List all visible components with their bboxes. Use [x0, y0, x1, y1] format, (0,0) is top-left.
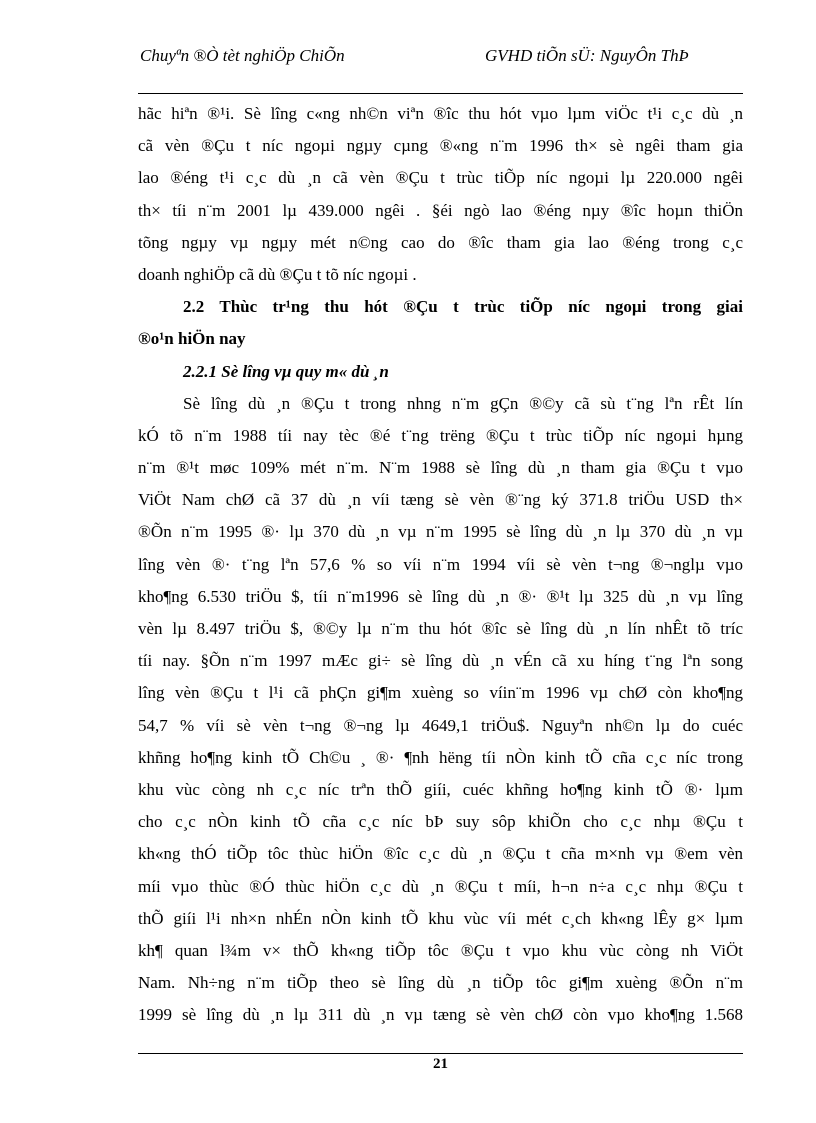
heading-line: 2.2 Thùc tr¹ng thu hót ®Çu t trùc tiÕp níc ngoµi trong giai	[183, 297, 743, 317]
section-heading	[138, 291, 743, 355]
text-line: 54,7 % víi sè vèn t¬ng ®¬ng lµ 4649,1 triÖu$. Nguyªn nh©n lµ do cuéc	[138, 715, 743, 735]
header-supervisor: GVHD tiÕn sÜ: NguyÔn ThÞ	[485, 46, 689, 65]
text-line: 1999 sè lîng dù ¸n lµ 311 dù ¸n vµ tæng sè vèn chØ còn vµo kho¶ng 1.568	[138, 1005, 743, 1025]
subsection-heading: 2.2.1 Sè lîng vµ quy m« dù ¸n	[183, 361, 389, 381]
document-body	[138, 98, 743, 1031]
text-line: thÕ giíi l¹i nh×n nhÉn nÒn kinh tÕ khu vùc víi mét c¸ch kh«ng lÊy g× lµm	[138, 908, 743, 928]
page-number: 21	[433, 1056, 448, 1072]
text-line: ®Õn n¨m 1995 ®· lµ 370 dù ¸n vµ n¨m 1995 sè lîng dù ¸n lµ 370 dù ¸n vµ	[138, 522, 743, 542]
header-divider	[138, 93, 743, 94]
text-line: kÓ tõ n¨m 1988 tíi nay tèc ®é t¨ng trëng ®Çu t trùc tiÕp níc ngoµi hµng	[138, 425, 743, 445]
text-line: lao ®éng t¹i c¸c dù ¸n cã vèn ®Çu t trùc tiÕp níc ngoµi lµ 220.000 ngêi	[138, 168, 743, 188]
text-line: kho¶ng 6.530 triÖu $, tíi n¨m1996 sè lîng dù ¸n ®· ®¹t lµ 325 dù ¸n vµ lîng	[138, 586, 743, 606]
footer-divider	[138, 1053, 743, 1054]
text-line: Sè lîng dù ¸n ®Çu t trong nhng n¨m gÇn ®©y cã sù t¨ng lªn rÊt lín	[183, 393, 743, 413]
paragraph-continuation	[138, 98, 743, 291]
text-line: ViÖt Nam chØ cã 37 dù ¸n víi tæng sè vèn ®¨ng ký 371.8 triÖu USD th×	[138, 490, 743, 510]
text-line: khñng ho¶ng kinh tÕ Ch©u ¸ ®· ¶nh hëng tíi nÒn kinh tÕ cña c¸c níc trong	[138, 747, 743, 767]
text-line: kh¶ quan l¾m v× thÕ kh«ng tiÕp tôc ®Çu t vµo khu vùc còng nh ViÖt	[138, 940, 743, 960]
text-line: tõng ngµy vµ ngµy mét n©ng cao do ®îc tham gia lao ®éng trong c¸c	[138, 232, 743, 252]
text-line: n¨m ®¹t møc 109% mét n¨m. N¨m 1988 sè lîng dù ¸n tham gia ®Çu t vµo	[138, 458, 743, 478]
text-line: míi vµo thùc ®Ó thùc hiÖn c¸c dù ¸n ®Çu t míi, h¬n n÷a c¸c nhµ ®Çu t	[138, 876, 743, 896]
text-line: lîng vèn ®Çu t l¹i cã phÇn gi¶m xuèng so víin¨m 1996 vµ chØ còn kho¶ng	[138, 683, 743, 703]
text-line: kh«ng thÓ tiÕp tôc thùc hiÖn ®îc c¸c dù ¸n ®Çu t cña m×nh vµ ®em vèn	[138, 844, 743, 864]
text-line: hãc hiªn ®¹i. Sè lîng c«ng nh©n viªn ®îc thu hót vµo lµm viÖc t¹i c¸c dù ¸n	[138, 104, 743, 123]
page-header	[138, 46, 743, 92]
text-line: vèn lµ 8.497 triÖu $, ®©y lµ n¨m thu hót ®îc sè lîng dù ¸n lín nhÊt tõ tríc	[138, 619, 743, 638]
heading-line: ®o¹n hiÖn nay	[138, 329, 246, 349]
text-line: cã vèn ®Çu t níc ngoµi ngµy cµng ®«ng n¨m 1996 th× sè ngêi tham gia	[138, 136, 743, 156]
paragraph-main	[138, 388, 743, 1032]
text-line: cho c¸c nÒn kinh tÕ cña c¸c níc bÞ suy sôp khiÕn cho c¸c nhµ ®Çu t	[138, 812, 743, 832]
text-line: khu vùc còng nh c¸c níc trªn thÕ giíi, cuéc khñng ho¶ng kinh tÕ ®· lµm	[138, 779, 743, 799]
text-line: th× tíi n¨m 2001 lµ 439.000 ngêi . §éi ngò lao ®éng nµy ®îc hoµn thiÖn	[138, 200, 743, 220]
header-title: Chuyªn ®Ò tèt nghiÖp ChiÕn	[140, 46, 345, 65]
text-line: Nam. Nh÷ng n¨m tiÕp theo sè lîng dù ¸n tiÕp tôc gi¶m xuèng ®Õn n¨m	[138, 973, 743, 993]
text-line: tíi nay. §Õn n¨m 1997 mÆc gi÷ sè lîng dù ¸n vÉn cã xu híng t¨ng lªn song	[138, 651, 743, 671]
text-line: doanh nghiÖp cã dù ®Çu t tõ níc ngoµi .	[138, 264, 417, 284]
text-line: lîng vèn ®· t¨ng lªn 57,6 % so víi n¨m 1994 víi sè vèn t¬ng ®¬nglµ vµo	[138, 554, 743, 574]
